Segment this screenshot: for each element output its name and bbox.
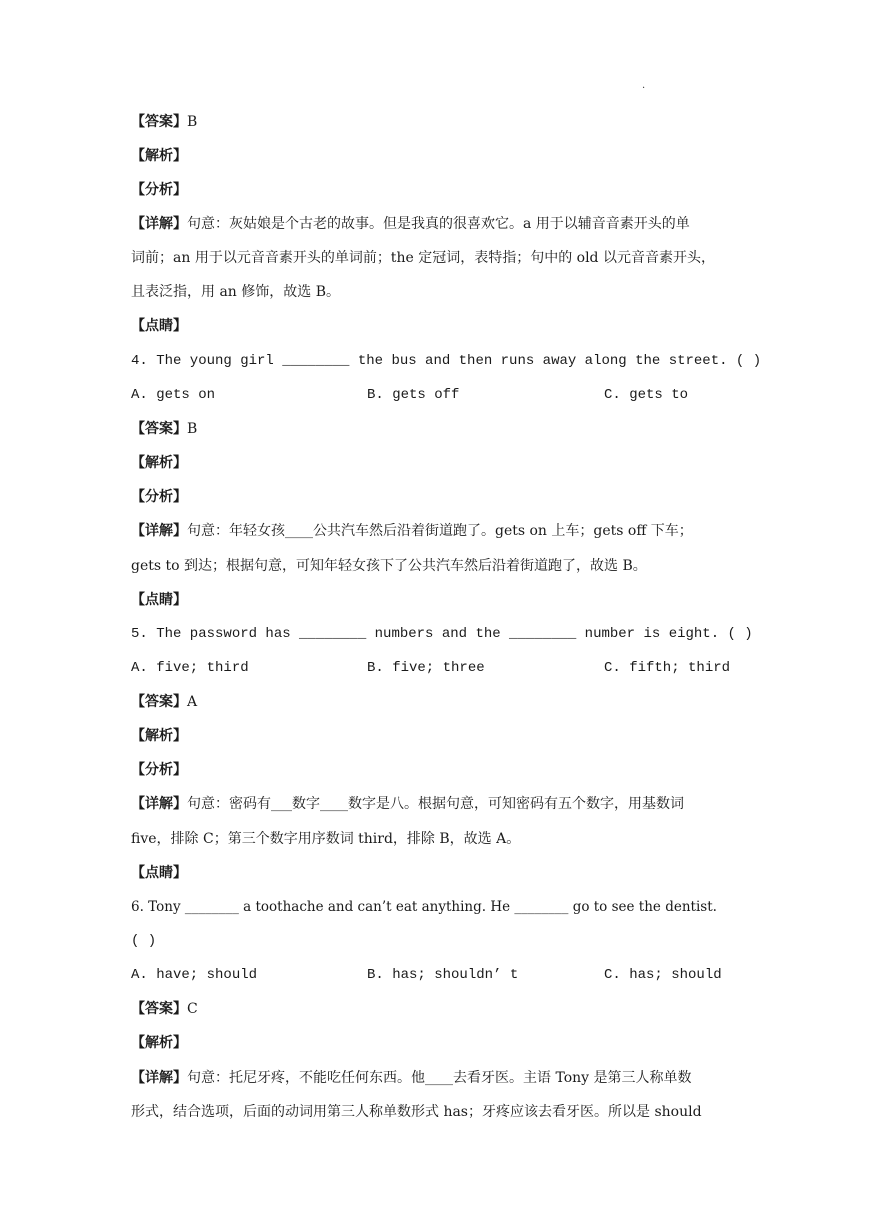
question-6: 6. Tony ________ a toothache and can’t eat anything. He ________ go to see the dentist.	[131, 899, 717, 915]
detail-text: 【详解】句意：托尼牙疼，不能吃任何东西。他____去看牙医。主语 Tony 是第三人称单数	[131, 1070, 692, 1086]
option-a: A. five; third	[131, 660, 249, 676]
detail-text: 且表泛指，用 an 修饰，故选 B。	[131, 284, 341, 300]
section-tag: 【解析】	[131, 455, 187, 471]
question-6-bracket: ( )	[131, 933, 157, 949]
option-b: B. five; three	[367, 660, 485, 676]
detail-text: 【详解】句意：年轻女孩____公共汽车然后沿着街道跑了。gets on 上车；gets off 下车；	[131, 523, 693, 539]
tip-label	[131, 863, 187, 883]
option-b: B. gets off	[367, 387, 460, 403]
section-tag: 【解析】	[131, 1035, 187, 1051]
option-c: C. gets to	[604, 387, 689, 403]
tip-label	[131, 590, 187, 610]
section-tag: 【分析】	[131, 762, 187, 778]
section-tag: 【答案】	[131, 114, 187, 130]
breakdown-label	[131, 760, 187, 780]
answer-label: 【答案】C	[131, 1001, 198, 1017]
section-tag: 【详解】	[131, 796, 187, 812]
section-tag: 【点睛】	[131, 318, 187, 334]
section-tag: 【详解】	[131, 523, 187, 539]
option-a: A. gets on	[131, 387, 216, 403]
detail-text: gets to 到达；根据句意，可知年轻女孩下了公共汽车然后沿着街道跑了，故选 B。	[131, 558, 647, 574]
detail-text: 词前；an 用于以元音音素开头的单词前；the 定冠词，表特指；句中的 old 以元音音素开头，	[131, 250, 715, 266]
tip-label	[131, 316, 187, 336]
detail-text: 【详解】句意：灰姑娘是个古老的故事。但是我真的很喜欢它。a 用于以辅音音素开头的单	[131, 216, 690, 232]
detail-text: 【详解】句意：密码有___数字____数字是八。根据句意，可知密码有五个数字，用基数词	[131, 796, 684, 812]
breakdown-label	[131, 487, 187, 507]
answer-label: 【答案】B	[131, 421, 198, 437]
detail-text: five，排除 C；第三个数字用序数词 third，排除 B，故选 A。	[131, 831, 521, 847]
section-tag: 【解析】	[131, 728, 187, 744]
section-tag: 【解析】	[131, 148, 187, 164]
section-tag: 【分析】	[131, 182, 187, 198]
section-tag: 【点睛】	[131, 592, 187, 608]
section-tag: 【详解】	[131, 1070, 187, 1086]
section-tag: 【答案】	[131, 1001, 187, 1017]
option-c: C. has; should	[604, 967, 722, 983]
section-tag: 【详解】	[131, 216, 187, 232]
section-tag: 【答案】	[131, 421, 187, 437]
question-5: 5. The password has ________ numbers and the ________ number is eight. ( )	[131, 626, 753, 642]
section-tag: 【分析】	[131, 489, 187, 505]
answer-label: 【答案】B	[131, 114, 198, 130]
header-mark: .	[642, 80, 646, 91]
detail-text: 形式，结合选项，后面的动词用第三人称单数形式 has；牙疼应该去看牙医。所以是 should	[131, 1104, 702, 1120]
question-4: 4. The young girl ________ the bus and then runs away along the street. ( )	[131, 353, 762, 369]
option-b: B. has; shouldn’ t	[367, 967, 519, 983]
section-tag: 【点睛】	[131, 865, 187, 881]
analysis-label	[131, 726, 187, 746]
section-tag: 【答案】	[131, 694, 187, 710]
answer-label: 【答案】A	[131, 694, 198, 710]
analysis-label	[131, 453, 187, 473]
option-a: A. have; should	[131, 967, 258, 983]
analysis-label	[131, 1033, 187, 1053]
analysis-label	[131, 146, 187, 166]
breakdown-label	[131, 180, 187, 200]
option-c: C. fifth; third	[604, 660, 731, 676]
